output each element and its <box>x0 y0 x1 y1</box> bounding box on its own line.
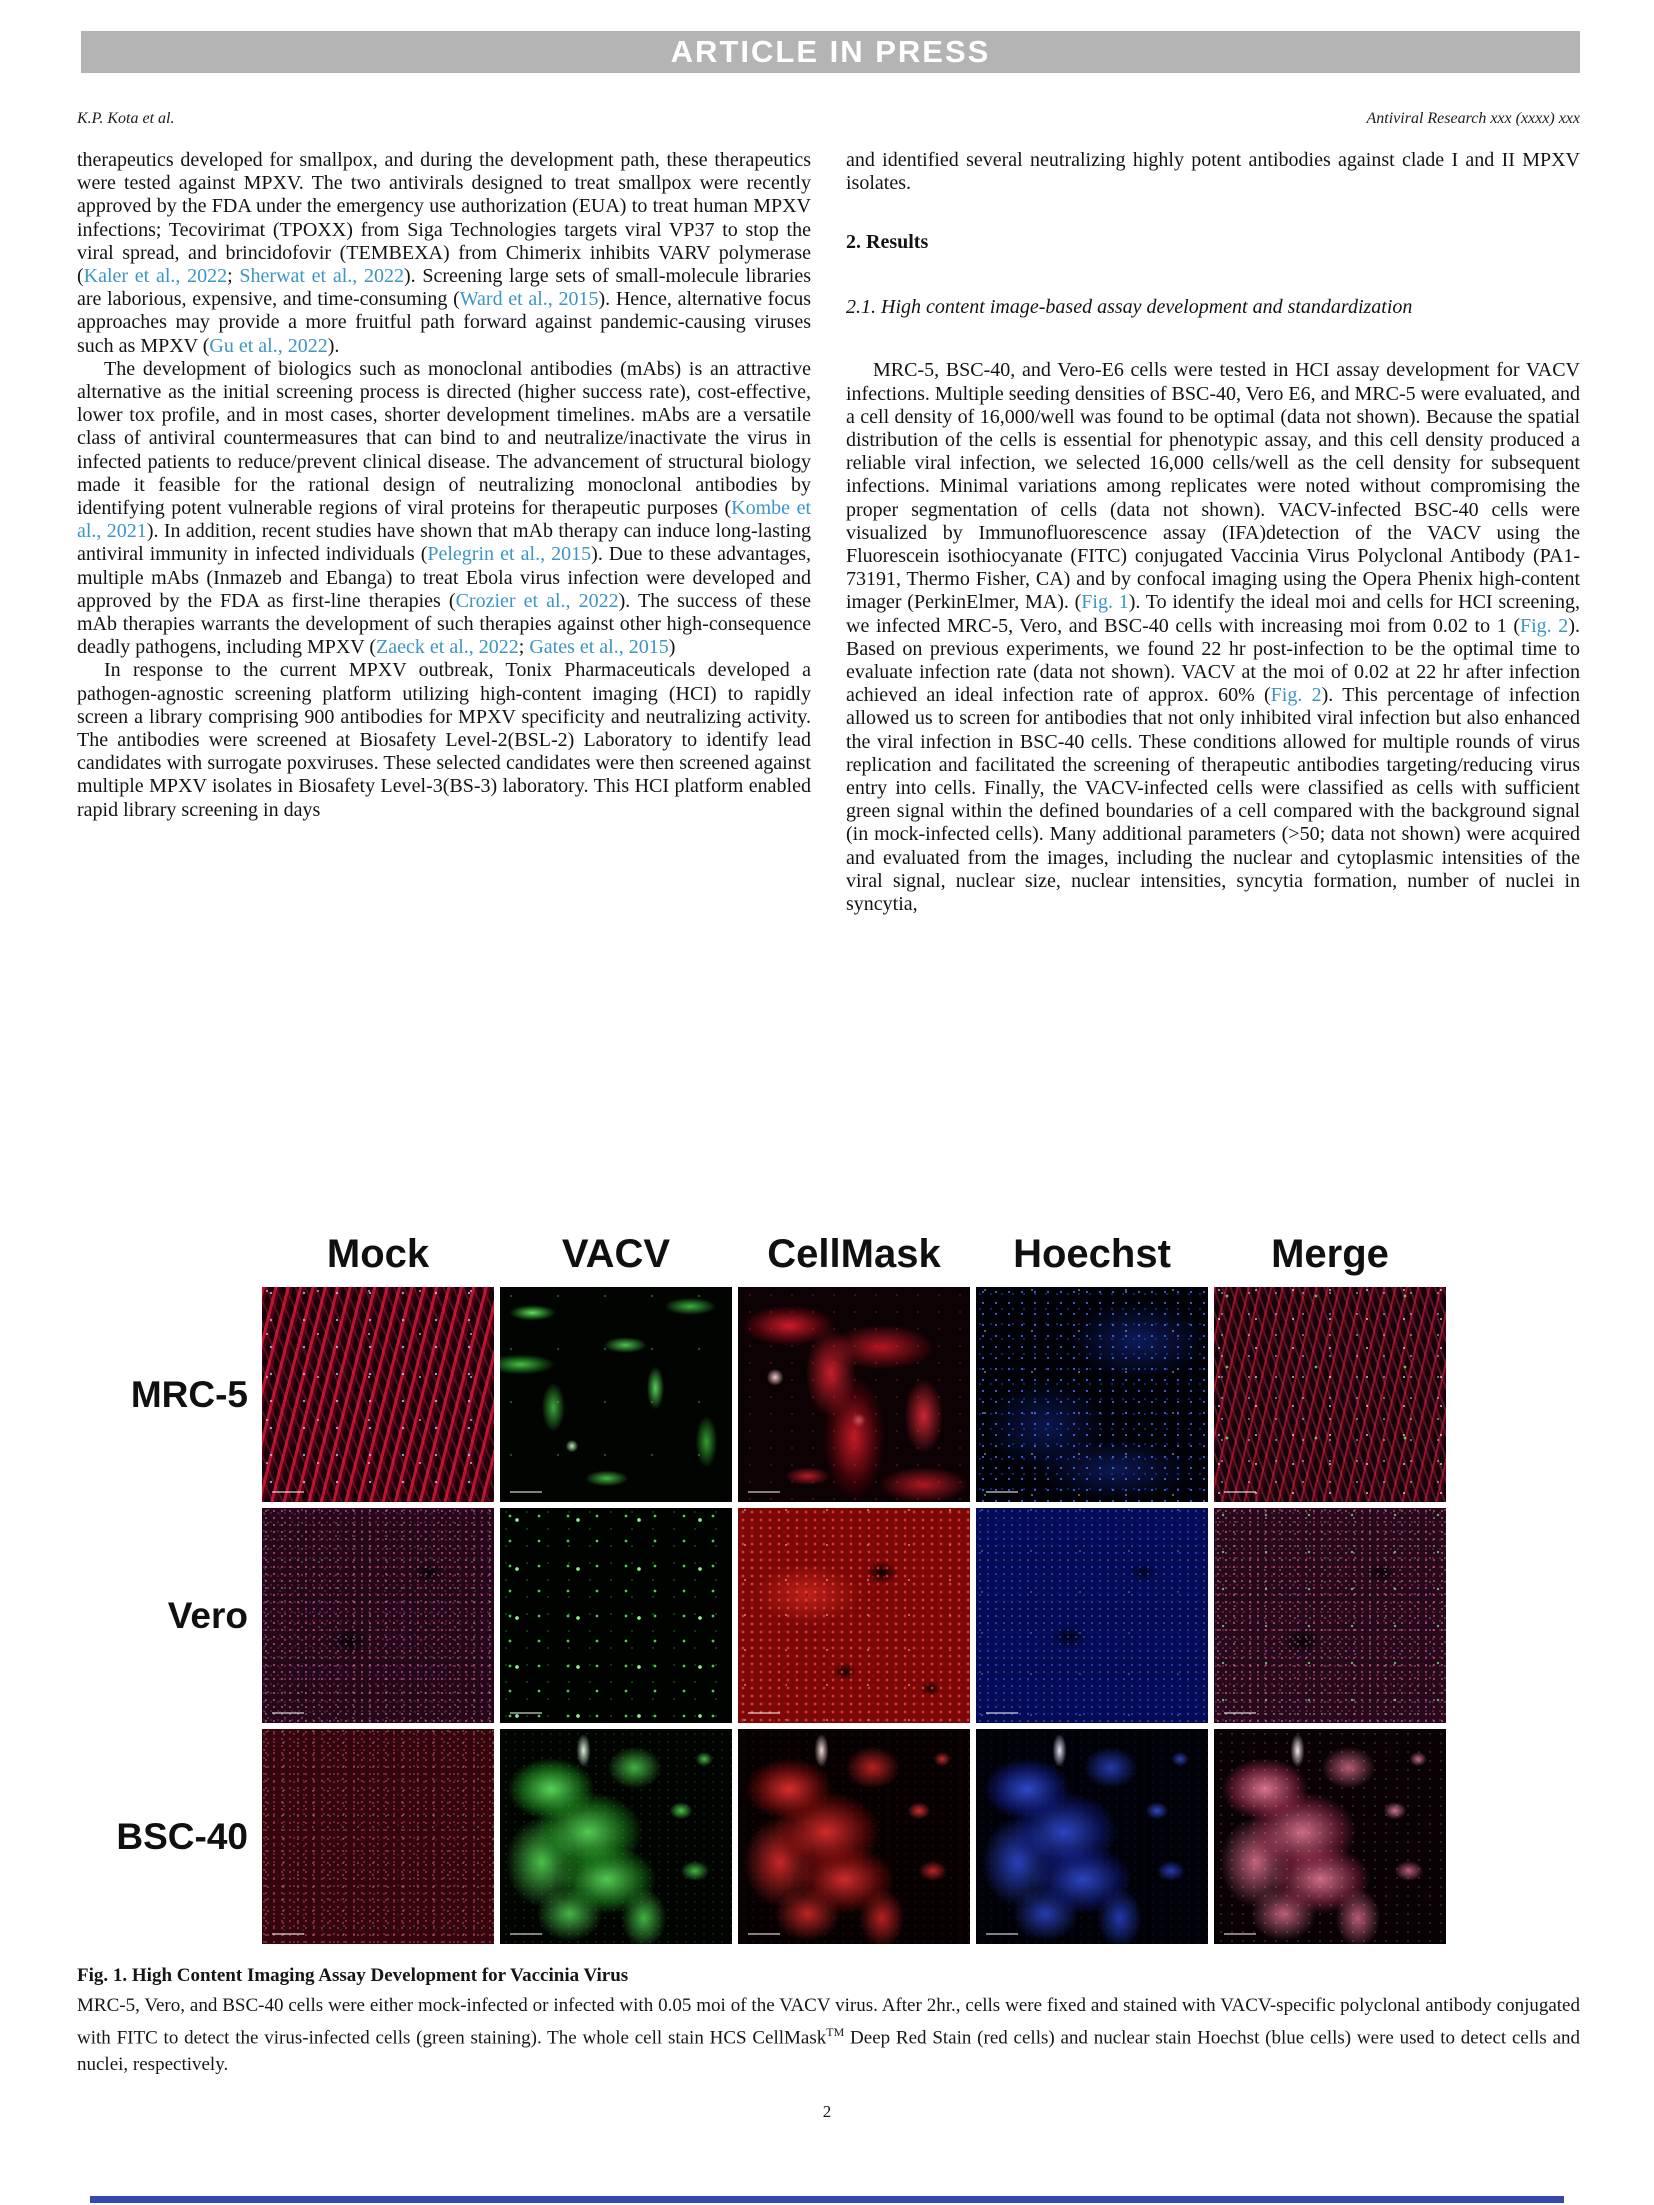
footer-accent-bar <box>90 2196 1564 2203</box>
citation-link[interactable]: Kombe et al., 2021 <box>77 497 812 543</box>
text-segment: ). In addition, recent studies have shown that mAb therapy can induce long-lasting antiviral immunity in infected individuals ( <box>77 520 812 566</box>
citation-link[interactable]: Fig. 2 <box>1270 684 1322 707</box>
micrograph-bsc40-vacv <box>500 1729 732 1944</box>
figure-row-label-vero: Vero <box>167 1594 248 1636</box>
citation-link[interactable]: Crozier et al., 2022 <box>455 589 619 612</box>
running-head-authors: K.P. Kota et al. <box>77 110 175 127</box>
article-in-press-banner <box>81 31 1580 73</box>
paragraph <box>77 149 811 358</box>
micrograph-bsc40-hoechst <box>976 1729 1208 1944</box>
micrograph-vero-mock <box>262 1508 494 1723</box>
citation-link[interactable]: Gu et al., 2022 <box>209 334 328 357</box>
figure-column-label-vacv: VACV <box>561 1232 671 1276</box>
micrograph-bsc40-cellmask <box>738 1729 970 1944</box>
figure-caption-title: Fig. 1. High Content Imaging Assay Development for Vaccinia Virus <box>77 1965 629 1986</box>
figure-column-label-cellmask: CellMask <box>767 1232 941 1276</box>
figure-column-label-hoechst: Hoechst <box>1013 1232 1171 1276</box>
text-segment: In response to the current MPXV outbreak, Tonix Pharmaceuticals developed a pathogen-agnostic screening platform utilizing high-content imaging (HCI) to rapidly screen a library comprising 900 antibodies for MPXV specificity and neutralizing activity. The antibodies were screened at Biosafety Level-2(BSL-2) Laboratory to identify lead candidates with surrogate poxviruses. These selected candidates were then screened against multiple MPXV isolates in Biosafety Level-3(BS-3) laboratory. This HCI platform enabled rapid library screening in days <box>77 659 811 821</box>
micrograph-mrc5-vacv <box>500 1287 732 1502</box>
body-columns <box>77 149 1580 1197</box>
subsection-heading: 2.1. High content image-based assay development and standardization <box>846 296 1413 319</box>
caption-text: MRC-5, Vero, and BSC-40 cells were either mock-infected or infected with 0.05 moi of the VACV virus. After 2hr., cells were fixed and stained with VACV-specific polyclonal antibody conjugated with FITC to detect the virus-infected cells (green staining). The whole cell stain HCS CellMask <box>77 1995 1580 2049</box>
paragraph <box>77 358 811 660</box>
text-segment: ). The success of these mAb therapies warrants the development of such therapies against other high-consequence deadly pathogens, including MPXV ( <box>77 589 811 659</box>
micrograph-bsc40-merge <box>1214 1729 1446 1944</box>
text-segment: MRC-5, BSC-40, and Vero-E6 cells were tested in HCI assay development for VACV infections. Multiple seeding densities of BSC-40, Vero E6, and MRC-5 were evaluated, and a cell density of 16,000/well was found to be optimal (data not shown). Because the spatial distribution of the cells is essential for phenotypic assay, and this cell density produced a reliable viral infection, we selected 16,000 cells/well as the cell density for subsequent infections. Minimal variations among replicates were noted without compromising the proper segmentation of cells (data not shown). VACV-infected BSC-40 cells were visualized by Immunofluorescence assay (IFA)detection of the VACV using the Fluorescein isothiocyanate (FITC) conjugated Vaccinia Virus Polyclonal Antibody (PA1-73191, Thermo Fisher, CA) and by confocal imaging using the Opera Phenix high-content imager (PerkinElmer, MA). ( <box>846 359 1580 614</box>
citation-link[interactable]: Pelegrin et al., 2015 <box>427 543 592 566</box>
figure-1 <box>77 1232 1449 1950</box>
figure-caption <box>77 1962 1580 2078</box>
micrograph-vero-vacv <box>500 1508 732 1723</box>
text-segment: ). <box>327 334 340 357</box>
paragraph <box>846 359 1580 916</box>
figure-column-label-merge: Merge <box>1271 1232 1389 1276</box>
text-segment: ). Due to these advantages, multiple mAbs (Inmazeb and Ebanga) to treat Ebola virus infection were developed and approved by the FDA as first-line therapies ( <box>77 543 811 612</box>
text-segment: ; <box>227 265 240 288</box>
citation-link[interactable]: Gates et al., 2015 <box>529 636 669 659</box>
text-segment: ) <box>668 636 676 659</box>
running-head <box>77 110 1580 128</box>
text-segment: The development of biologics such as monoclonal antibodies (mAbs) is an attractive alternative as the initial screening process is directed (higher success rate), cost-effective, lower tox profile, and in most cases, shorter development timelines. mAbs are a versatile class of antiviral countermeasures that can bind to and neutralize/inactivate the virus in infected patients to reduce/prevent clinical disease. The advancement of structural biology made it feasible for the rational design of neutralizing monoclonal antibodies by identifying potent vulnerable regions of viral proteins for therapeutic purposes ( <box>77 357 811 520</box>
micrograph-mrc5-hoechst <box>976 1287 1208 1502</box>
micrograph-mrc5-merge <box>1214 1287 1446 1502</box>
trademark-superscript: TM <box>826 2025 845 2039</box>
micrograph-bsc40-mock <box>262 1729 494 1944</box>
left-column <box>77 149 811 1197</box>
micrograph-mrc5-cellmask <box>738 1287 970 1502</box>
figure-row-mrc5 <box>77 1287 1449 1502</box>
banner-text: ARTICLE IN PRESS <box>670 34 991 69</box>
section-heading-results: 2. Results <box>846 231 929 254</box>
citation-link[interactable]: Zaeck et al., 2022 <box>376 636 519 659</box>
text-segment: ). Screening large sets of small-molecule libraries are laborious, expensive, and time-consuming ( <box>77 265 812 311</box>
figure-row-label-mrc5: MRC-5 <box>130 1373 248 1415</box>
page-number: 2 <box>822 2102 832 2121</box>
text-segment: ). This percentage of infection allowed us to screen for antibodies that not only inhibited viral infection but also enhanced the viral infection in BSC-40 cells. These conditions allowed for multiple rounds of virus replication and facilitated the screening of therapeutic antibodies targeting/reducing virus entry into cells. Finally, the VACV-infected cells were classified as cells with sufficient green signal within the defined boundaries of a cell compared with the background signal (in mock-infected cells). Many additional parameters (>50; data not shown) were acquired and evaluated from the images, including the nuclear and cytoplasmic intensities of the viral signal, nuclear size, nuclear intensities, syncytia formation, number of nuclei in syncytia, <box>846 684 1580 916</box>
citation-link[interactable]: Ward et al., 2015 <box>459 288 599 311</box>
text-segment: ). To identify the ideal moi and cells for HCI screening, we infected MRC-5, Vero, and BSC-40 cells with increasing moi from 0.02 to 1 ( <box>846 591 1580 637</box>
figure-column-label-mock: Mock <box>326 1232 430 1276</box>
right-column <box>846 149 1580 1197</box>
citation-link[interactable]: Sherwat et al., 2022 <box>239 265 404 288</box>
text-segment: ; <box>518 636 530 659</box>
running-head-journal: Antiviral Research xxx (xxxx) xxx <box>1366 110 1580 127</box>
micrograph-vero-cellmask <box>738 1508 970 1723</box>
citation-link[interactable]: Fig. 1 <box>1081 591 1129 614</box>
figure-row-vero <box>77 1508 1449 1723</box>
text-segment: therapeutics developed for smallpox, and during the development path, these therapeutics were tested against MPXV. The two antivirals designed to treat smallpox were recently approved by the FDA under the emergency use authorization (EUA) to treat human MPXV infections; Tecovirimat (TPOXX) from Siga Technologies targets viral VP37 to stop the viral spread, and brincidofovir (TEMBEXA) from Chimerix inhibits VARV polymerase ( <box>77 149 811 288</box>
figure-caption-body <box>77 1992 1580 2078</box>
paragraph <box>77 659 811 821</box>
figure-row-label-bsc40: BSC-40 <box>116 1815 248 1857</box>
micrograph-vero-merge <box>1214 1508 1446 1723</box>
caption-text: Deep Red Stain (red cells) and nuclear stain Hoechst (blue cells) were used to detect cells and nuclei, respectively. <box>77 2027 1580 2076</box>
citation-link[interactable]: Kaler et al., 2022 <box>83 265 228 288</box>
text-segment: and identified several neutralizing highly potent antibodies against clade I and II MPXV isolates. <box>846 149 1580 195</box>
text-segment: ). Hence, alternative focus approaches may provide a more fruitful path forward against pandemic-causing viruses such as MPXV ( <box>77 288 811 357</box>
micrograph-mrc5-mock <box>262 1287 494 1502</box>
micrograph-vero-hoechst <box>976 1508 1208 1723</box>
text-segment: ). Based on previous experiments, we found 22 hr post-infection to be the optimal time to evaluate infection rate (data not shown). VACV at the moi of 0.02 at 22 hr after infection achieved an ideal infection rate of approx. 60% ( <box>846 614 1580 707</box>
paragraph <box>846 149 1580 195</box>
citation-link[interactable]: Fig. 2 <box>1520 614 1569 637</box>
figure-row-bsc40 <box>77 1729 1449 1944</box>
figure-column-headers <box>262 1232 1449 1287</box>
